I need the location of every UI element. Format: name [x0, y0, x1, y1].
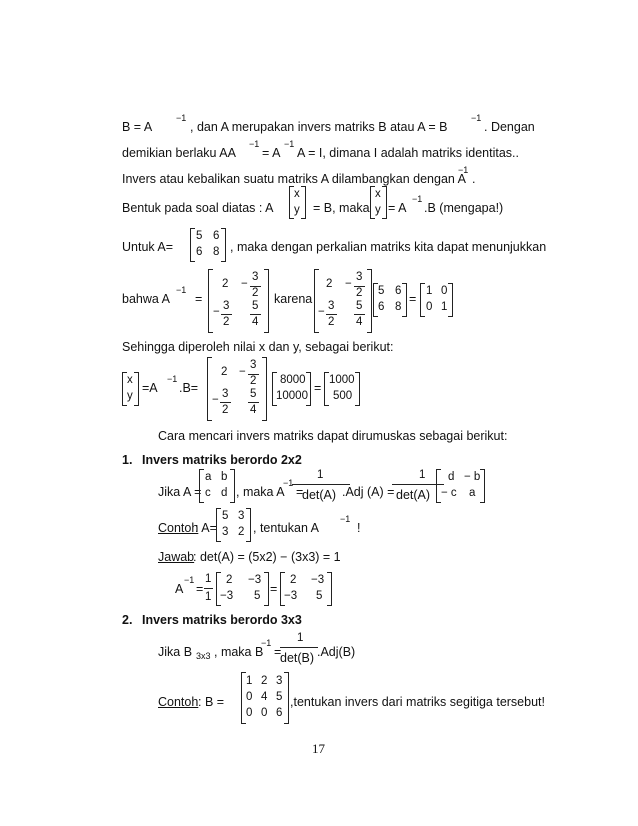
l15-m32: 0: [261, 707, 268, 719]
l6-exp: −1: [176, 285, 187, 295]
matrix-bracket-left: [208, 269, 213, 333]
l8-col1: 8000: [280, 374, 306, 386]
l11-m22: 2: [238, 526, 245, 538]
page-number: 17: [312, 741, 325, 756]
l8-exp: −1: [167, 374, 178, 384]
l13-den: 1: [205, 591, 212, 603]
l8-vx: x: [127, 374, 133, 386]
inv-r2a-sign: −: [213, 306, 220, 318]
matrix-bracket-left: [314, 269, 319, 333]
fraction-bar: [354, 314, 365, 315]
h1-num: 1.: [122, 453, 133, 467]
l11-m11: 5: [222, 510, 229, 522]
inv-r1b-den: 2: [252, 287, 259, 299]
l11-b: : A=: [195, 521, 217, 535]
matrix-bracket-right: [448, 283, 453, 317]
matrix-bracket-right: [264, 572, 269, 606]
l13-m11: 2: [226, 574, 233, 586]
fraction-bar: [248, 402, 259, 403]
l13-m22: 5: [254, 590, 261, 602]
matrix-bracket-left: [207, 357, 212, 421]
l10-m21: c: [205, 487, 211, 499]
l10-den2: det(A): [396, 488, 431, 502]
l15-m11: 1: [246, 675, 253, 687]
l15-m13: 3: [276, 675, 283, 687]
l11-d: !: [357, 521, 361, 535]
l10-c: .Adj (A) =: [342, 485, 395, 499]
l14-exp: −1: [261, 638, 272, 648]
matrix-bracket-right: [246, 508, 251, 542]
l15-m33: 6: [276, 707, 283, 719]
l14-c: .Adj(B): [317, 645, 356, 659]
matrix-bracket-left: [216, 508, 221, 542]
l4-exp: −1: [412, 194, 423, 204]
l15-contoh: Contoh: [158, 695, 199, 709]
matrix-bracket-left: [199, 469, 204, 503]
inv3-r2a-sign: −: [212, 394, 219, 406]
vector-bracket-right: [301, 186, 306, 219]
inv2-r2b-num: 5: [356, 300, 363, 312]
l8-a: =A: [142, 381, 158, 395]
l6-m22: 8: [395, 301, 402, 313]
l11-exp: −1: [340, 514, 351, 524]
l10-a: Jika A =: [158, 485, 202, 499]
l2-b: = A: [262, 146, 281, 160]
inv3-r1b-den: 2: [250, 375, 257, 387]
l6-id21: 0: [426, 301, 433, 313]
matrix-bracket-right: [230, 469, 235, 503]
l14-a: Jika B: [158, 645, 193, 659]
inv-r2a-den: 2: [223, 316, 230, 328]
vector-bracket-right: [134, 372, 139, 406]
l13-eq: =: [196, 582, 204, 596]
matrix-bracket-right: [327, 572, 332, 606]
l10-num2: 1: [419, 469, 426, 481]
inv2-r2b-den: 4: [356, 316, 363, 328]
matrix-bracket-right: [402, 283, 407, 317]
l14-num: 1: [297, 632, 304, 644]
l6-id22: 1: [441, 301, 448, 313]
matrix-bracket-right: [367, 269, 372, 333]
inv-r1a: 2: [222, 278, 229, 290]
l2-exp1: −1: [249, 139, 260, 149]
fraction-bar: [204, 588, 213, 589]
inv3-r1b-sign: −: [239, 366, 246, 378]
l1-exp1: −1: [176, 113, 187, 123]
fraction-bar: [221, 314, 232, 315]
l14-sub: 3x3: [196, 651, 211, 661]
inv2-r2a-num: 3: [328, 300, 335, 312]
l6-id12: 0: [441, 285, 448, 297]
l11-m12: 3: [238, 510, 245, 522]
matrix-bracket-left: [190, 228, 195, 262]
l10-m22: d: [221, 487, 228, 499]
l6-eq2: =: [409, 292, 417, 306]
l15-m22: 4: [261, 691, 268, 703]
l13-eq2: =: [270, 582, 278, 596]
l10-adj12: − b: [464, 471, 481, 483]
inv2-r1b-num: 3: [356, 271, 363, 283]
l6-m11: 5: [378, 285, 385, 297]
l7-text: Sehingga diperoleh nilai x dan y, sebagai berikut:: [122, 340, 394, 354]
l15-b: : B =: [198, 695, 225, 709]
l8-eq: =: [314, 381, 322, 395]
l10-den1: det(A): [302, 488, 337, 502]
h2-text: Invers matriks berordo 3x3: [142, 613, 302, 627]
l4-a: Bentuk pada soal diatas : A: [122, 201, 274, 215]
inv3-r2b-num: 5: [250, 388, 257, 400]
l4-v2-y: y: [375, 204, 381, 216]
l5-b: , maka dengan perkalian matriks kita dapat menunjukkan: [230, 240, 547, 254]
l2-c: A = I, dimana I adalah matriks identitas..: [297, 146, 519, 160]
l5-m21: 6: [196, 246, 203, 258]
fraction-bar: [280, 647, 318, 648]
l6-id11: 1: [426, 285, 433, 297]
l10-num1: 1: [317, 469, 324, 481]
l13-exp: −1: [184, 575, 195, 585]
l5-m22: 8: [213, 246, 220, 258]
l15-c: ,tentukan invers dari matriks segitiga tersebut!: [290, 695, 545, 709]
l13-m12: −3: [248, 574, 262, 586]
vector-bracket-right: [306, 372, 311, 406]
l14-b: , maka B: [214, 645, 264, 659]
l13-m21: −3: [220, 590, 234, 602]
l1-b: , dan A merupakan invers matriks B atau A = B: [190, 120, 448, 134]
inv-r2b-den: 4: [252, 316, 259, 328]
l8-col2: 10000: [276, 390, 308, 402]
l5-m11: 5: [196, 230, 203, 242]
l12-jawab: Jawab: [158, 550, 195, 564]
l6-a: bahwa A: [122, 292, 170, 306]
l4-v1-x: x: [294, 188, 300, 200]
l13-m2-12: −3: [311, 574, 325, 586]
inv3-r2a-num: 3: [222, 388, 229, 400]
fraction-bar: [250, 314, 261, 315]
matrix-bracket-left: [420, 283, 425, 317]
l14-den: det(B): [280, 651, 315, 665]
l10-m12: b: [221, 471, 228, 483]
inv2-r2a-den: 2: [328, 316, 335, 328]
l10-adj21: − c: [441, 487, 457, 499]
l10-adj22: a: [469, 487, 476, 499]
l3-b: .: [472, 172, 476, 186]
inv2-r1b-sign: −: [345, 278, 352, 290]
h2-num: 2.: [122, 613, 133, 627]
l11-c: , tentukan A: [253, 521, 320, 535]
l11-m21: 3: [222, 526, 229, 538]
l8-b: .B=: [179, 381, 199, 395]
l10-adj11: d: [448, 471, 455, 483]
l13-m2-21: −3: [284, 590, 298, 602]
l8-vy: y: [127, 390, 133, 402]
l6-karena: karena: [274, 292, 313, 306]
inv3-r2b-den: 4: [250, 404, 257, 416]
l9-text: Cara mencari invers matriks dapat dirumuskas sebagai berikut:: [158, 429, 508, 443]
inv-r2b-num: 5: [252, 300, 259, 312]
matrix-bracket-right: [221, 228, 226, 262]
inv2-r1b-den: 2: [356, 287, 363, 299]
l5-a: Untuk A=: [122, 240, 174, 254]
vector-bracket-right: [382, 186, 387, 219]
l4-v1-y: y: [294, 204, 300, 216]
l3-a: Invers atau kebalikan suatu matriks A dilambangkan dengan A: [122, 172, 466, 186]
l10-eq: =: [296, 485, 304, 499]
vector-bracket-right: [355, 372, 360, 406]
l1-a: B = A: [122, 120, 153, 134]
l15-m31: 0: [246, 707, 253, 719]
l10-b: , maka A: [236, 485, 285, 499]
l15-m21: 0: [246, 691, 253, 703]
l2-a: demikian berlaku AA: [122, 146, 236, 160]
l5-m12: 6: [213, 230, 220, 242]
l13-num: 1: [205, 573, 212, 585]
l12-b: : det(A) = (5x2) − (3x3) = 1: [193, 550, 341, 564]
l4-b: = B, maka: [313, 201, 370, 215]
inv3-r1a: 2: [221, 366, 228, 378]
inv2-r2a-sign: −: [318, 306, 325, 318]
inv3-r2a-den: 2: [222, 404, 229, 416]
l11-contoh: Contoh: [158, 521, 199, 535]
l10-m11: a: [205, 471, 212, 483]
l6-m21: 6: [378, 301, 385, 313]
l2-exp2: −1: [284, 139, 295, 149]
l15-m23: 5: [276, 691, 283, 703]
l8-res1: 1000: [329, 374, 355, 386]
l3-exp: −1: [458, 165, 469, 175]
inv3-r1b-num: 3: [250, 359, 257, 371]
l4-d: .B (mengapa!): [424, 201, 504, 215]
l1-c: . Dengan: [484, 120, 535, 134]
matrix-bracket-right: [480, 469, 485, 503]
l4-v2-x: x: [375, 188, 381, 200]
matrix-bracket-right: [264, 269, 269, 333]
inv-r2a-num: 3: [223, 300, 230, 312]
fraction-bar: [220, 402, 231, 403]
inv2-r1a: 2: [326, 278, 333, 290]
fraction-bar: [326, 314, 337, 315]
l13-m2-11: 2: [290, 574, 297, 586]
l1-exp2: −1: [471, 113, 482, 123]
l13-m2-22: 5: [316, 590, 323, 602]
l4-c: = A: [388, 201, 407, 215]
l10-exp: −1: [283, 478, 294, 488]
l6-eq: =: [195, 292, 203, 306]
l14-eq: =: [274, 645, 282, 659]
l8-res2: 500: [333, 390, 353, 402]
l13-a: A: [175, 582, 184, 596]
l6-m12: 6: [395, 285, 402, 297]
h1-text: Invers matriks berordo 2x2: [142, 453, 302, 467]
matrix-bracket-right: [262, 357, 267, 421]
l15-m12: 2: [261, 675, 268, 687]
inv-r1b-sign: −: [241, 278, 248, 290]
inv-r1b-num: 3: [252, 271, 259, 283]
matrix-bracket-right: [284, 672, 289, 724]
